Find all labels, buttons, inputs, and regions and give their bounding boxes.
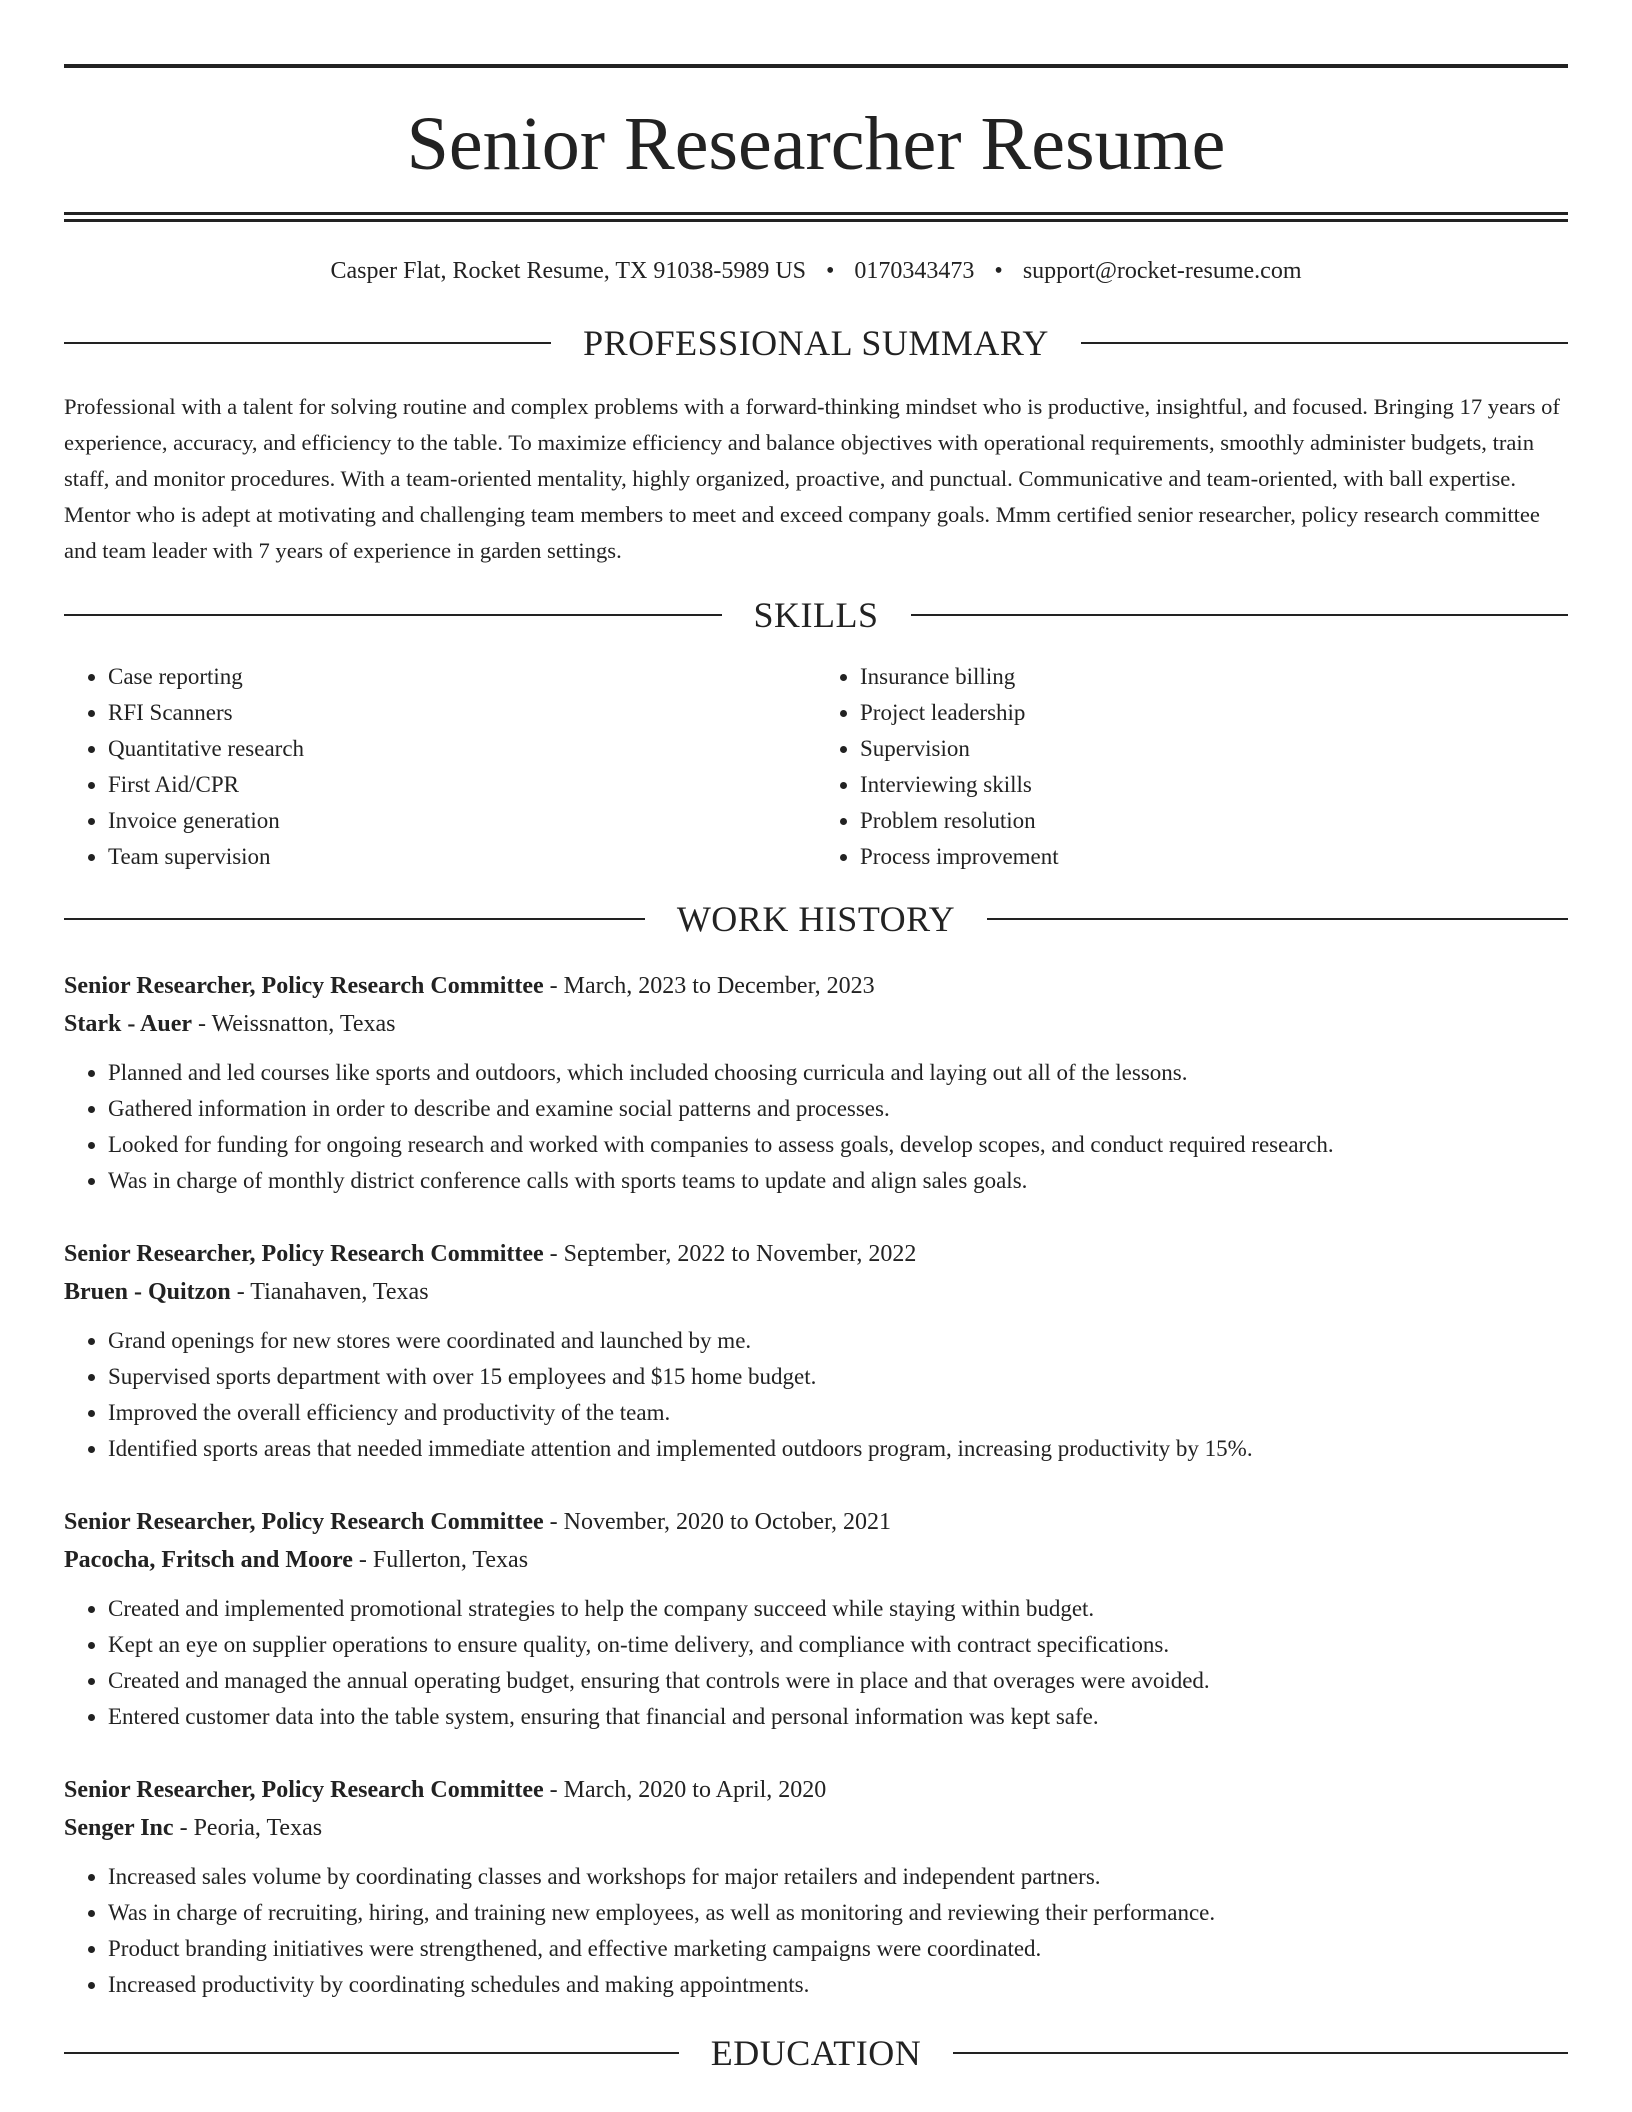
skill-item: • Case reporting [108,659,816,695]
job-company: Pacocha, Fritsch and Moore [64,1547,353,1573]
dash: - [192,1011,212,1037]
dash: - [543,1509,564,1535]
work-history-heading [64,899,1568,939]
job-entry [64,967,1568,1199]
job-title: Senior Researcher, Policy Research Committee [64,1509,544,1535]
contact-separator: • [826,258,835,284]
job-dates: September, 2022 to November, 2022 [563,1241,917,1267]
heading-rule-right [987,918,1568,920]
education-heading-label: EDUCATION [710,2033,922,2073]
heading-rule-right [953,2052,1568,2054]
dash: - [230,1279,251,1305]
dash: - [543,1241,564,1267]
job-company-line [64,1541,1568,1579]
job-bullet: • Supervised sports department with over 15 employees and $15 home budget. [108,1359,1568,1395]
skill-item: • Interviewing skills [860,767,1568,803]
skill-item: • Supervision [860,731,1568,767]
job-title-line [64,1771,1568,1809]
job-location: Tianahaven, Texas [250,1279,429,1305]
skill-item: • Quantitative research [108,731,816,767]
job-location: Peoria, Texas [193,1815,323,1841]
job-bullet: • Created and managed the annual operating budget, ensuring that controls were in place and that overages were avoided. [108,1663,1568,1699]
job-company: Stark - Auer [64,1011,192,1037]
dash: - [543,1777,564,1803]
contact-phone: 0170343473 [854,258,975,284]
summary-heading-label: PROFESSIONAL SUMMARY [583,323,1049,363]
job-bullet: • Was in charge of recruiting, hiring, and training new employees, as well as monitoring and reviewing their performance. [108,1895,1568,1931]
contact-email[interactable]: support@rocket-resume.com [1022,258,1302,284]
job-entry [64,1503,1568,1735]
job-bullet: • Increased productivity by coordinating schedules and making appointments. [108,1967,1568,2003]
education-heading [64,2033,1568,2073]
job-bullet: • Gathered information in order to describe and examine social patterns and processes. [108,1091,1568,1127]
skills-heading [64,595,1568,635]
job-bullet: • Product branding initiatives were strengthened, and effective marketing campaigns were coordinated. [108,1931,1568,1967]
job-title: Senior Researcher, Policy Research Committee [64,1777,544,1803]
job-entry [64,1235,1568,1467]
job-location: Fullerton, Texas [372,1547,529,1573]
dash: - [543,973,564,999]
skills-column-right [816,659,1568,875]
skill-item: • Team supervision [108,839,816,875]
job-bullet: • Created and implemented promotional strategies to help the company succeed while staying within budget. [108,1591,1568,1627]
job-dates: March, 2023 to December, 2023 [563,973,875,999]
job-dates: November, 2020 to October, 2021 [563,1509,891,1535]
skill-item: • Problem resolution [860,803,1568,839]
dash: - [173,1815,194,1841]
heading-rule-left [64,614,722,616]
job-location: Weissnatton, Texas [211,1011,396,1037]
job-title-line [64,967,1568,1005]
job-entry [64,1771,1568,2003]
job-bullet: • Improved the overall efficiency and productivity of the team. [108,1395,1568,1431]
job-bullets [64,1055,1568,1199]
skills-heading-label: SKILLS [753,595,879,635]
job-title-line [64,1503,1568,1541]
heading-rule-left [64,342,551,344]
heading-rule-left [64,2052,679,2054]
job-bullets [64,1859,1568,2003]
job-company-line [64,1273,1568,1311]
job-bullet: • Planned and led courses like sports and outdoors, which included choosing curricula and laying out all of the lessons. [108,1055,1568,1091]
contact-address: Casper Flat, Rocket Resume, TX 91038-5989 US [330,258,806,284]
job-company: Bruen - Quitzon [64,1279,231,1305]
skill-item: • Project leadership [860,695,1568,731]
resume-title: Senior Researcher Resume [406,102,1226,186]
job-bullets [64,1591,1568,1735]
job-bullet: • Entered customer data into the table system, ensuring that financial and personal information was kept safe. [108,1699,1568,1735]
job-bullets [64,1323,1568,1467]
job-title: Senior Researcher, Policy Research Committee [64,973,544,999]
skill-item: • Invoice generation [108,803,816,839]
summary-text: Professional with a talent for solving routine and complex problems with a forward-thinking mindset who is productive, insightful, and focused. Bringing 17 years of experience, accuracy, and efficiency to the table. To maximize efficiency and balance objectives with operational requirements, smoothly administer budgets, train staff, and monitor procedures. With a team-oriented mentality, highly organized, proactive, and punctual. Communicative and team-oriented, with ball expertise. Mentor who is adept at motivating and challenging team members to meet and exceed company goals. Mmm certified senior researcher, policy research committee and team leader with 7 years of experience in garden settings. [64,394,1560,563]
job-bullet: • Identified sports areas that needed immediate attention and implemented outdoors program, increasing productivity by 15%. [108,1431,1568,1467]
dash: - [352,1547,373,1573]
job-dates: March, 2020 to April, 2020 [563,1777,827,1803]
job-company: Senger Inc [64,1815,174,1841]
job-company-line [64,1809,1568,1847]
job-bullet: • Increased sales volume by coordinating classes and workshops for major retailers and independent partners. [108,1859,1568,1895]
summary-heading [64,323,1568,363]
heading-rule-right [1081,342,1568,344]
heading-rule-right [911,614,1569,616]
job-bullet: • Kept an eye on supplier operations to ensure quality, on-time delivery, and compliance with contract specifications. [108,1627,1568,1663]
skill-item: • Insurance billing [860,659,1568,695]
skill-item: • RFI Scanners [108,695,816,731]
job-title-line [64,1235,1568,1273]
job-bullet: • Was in charge of monthly district conference calls with sports teams to update and align sales goals. [108,1163,1568,1199]
contact-line [64,258,1568,285]
heading-rule-left [64,918,645,920]
contact-separator: • [994,258,1003,284]
skills-column-left [64,659,816,875]
skill-item: • First Aid/CPR [108,767,816,803]
job-bullet: • Grand openings for new stores were coordinated and launched by me. [108,1323,1568,1359]
top-rule [64,64,1568,68]
skills-list [64,659,1568,875]
title-double-rule [64,212,1568,222]
job-title: Senior Researcher, Policy Research Committee [64,1241,544,1267]
skill-item: • Process improvement [860,839,1568,875]
work-history-heading-label: WORK HISTORY [676,899,956,939]
job-bullet: • Looked for funding for ongoing research and worked with companies to assess goals, develop scopes, and conduct required research. [108,1127,1568,1163]
job-company-line [64,1005,1568,1043]
